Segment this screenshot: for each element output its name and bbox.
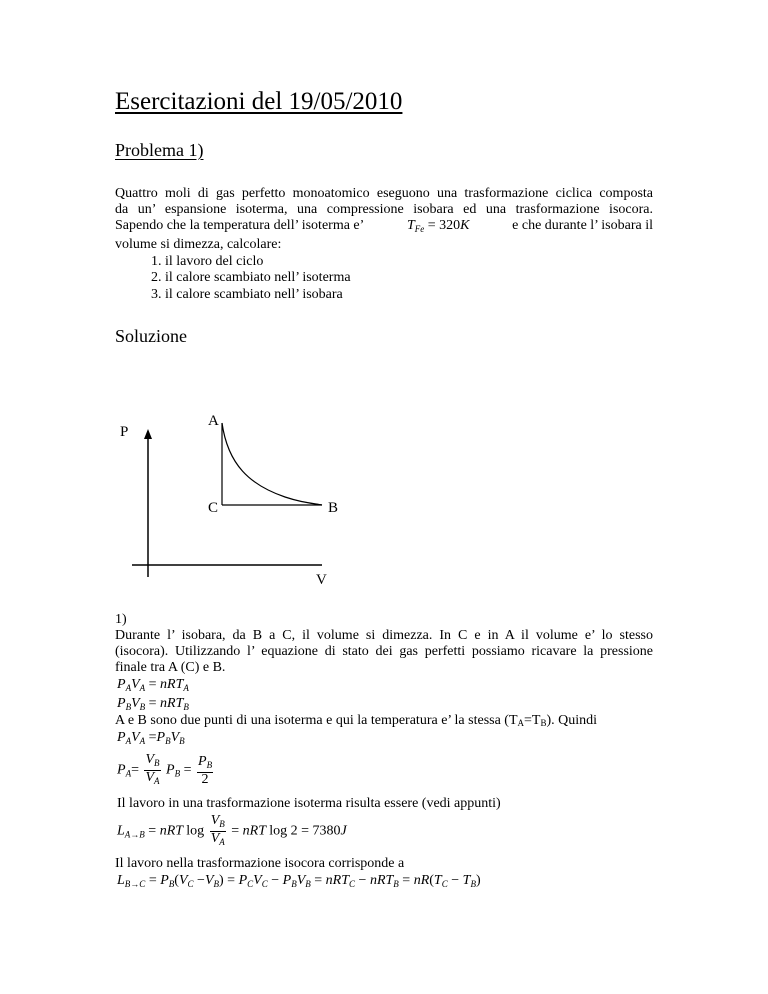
equation-state-b: $P_BV_B = nRT_B$ <box>117 696 189 712</box>
temperature-unit: K <box>460 218 470 233</box>
fraction-pb-2: $\frac{P_B}{2}$ <box>198 753 213 787</box>
fraction-vb-va: $\frac{V_B}{V_A}$ <box>145 752 160 786</box>
p-axis-label: P <box>120 424 129 440</box>
problem-line-3 <box>115 218 653 237</box>
problem-line-3-before: Sapendo che la temperatura dell’ isoterma e’ <box>115 218 365 233</box>
temperature-formula <box>407 218 470 237</box>
solution-text-4-main: A e B sono due punti di una isoterma e qui la temperatura e’ la stessa (T <box>115 713 518 728</box>
solution-text-6: Il lavoro nella trasformazione isocora corrisponde a <box>115 856 405 871</box>
problem-line-4: volume si dimezza, calcolare: <box>115 237 282 252</box>
pv-diagram <box>110 405 350 595</box>
problem-heading: Problema 1) <box>115 140 204 160</box>
point-b-label: B <box>328 500 339 516</box>
equation-pressure-a: $P_A=$ $\frac{V_B}{V_A}$ $P_B$ = $\frac{P_B}{2}$ <box>117 752 213 787</box>
solution-text-5: Il lavoro in una trasformazione isoterma risulta essere (vedi appunti) <box>117 796 501 811</box>
solution-text-4-mid: =T <box>524 713 541 728</box>
solution-text-1: Durante l’ isobara, da B a C, il volume si dimezza. In C e in A il volume e’ lo stesso <box>115 628 653 643</box>
equation-isotherm-equality: $P_AV_A =P_BV_B$ <box>117 730 185 746</box>
solution-text-3: finale tra A (C) e B. <box>115 660 226 675</box>
point-a-label: A <box>208 413 219 429</box>
solution-text-4 <box>115 713 653 731</box>
temperature-eq: = 320 <box>424 218 461 233</box>
pv-diagram-svg <box>110 405 350 595</box>
equation-work-isochore: $L_{B\to C} = P_B(V_C -V_B) = P_CV_C - P_BV_B = nRT_C - nRT_B = nR(T_C - T_B)$ <box>117 873 481 889</box>
solution-text-4-sub-b: B <box>540 718 547 728</box>
solution-text-2: (isocora). Utilizzando l’ equazione di stato dei gas perfetti possiamo ricavare la pressione <box>115 644 653 659</box>
pressure-axis-arrow-icon <box>144 429 152 439</box>
temperature-sub: Fe <box>414 224 425 234</box>
point-c-label: C <box>208 500 219 516</box>
task-item: 2. il calore scambiato nell’ isoterma <box>151 270 351 286</box>
page-title: Esercitazioni del 19/05/2010 <box>115 88 403 115</box>
equation-work-isotherm: $L_{A\to B}$ = nRT log $\frac{V_B}{V_A}$ = nRT log 2 = 7380J <box>117 813 347 847</box>
task-list <box>133 254 351 303</box>
task-item: 3. il calore scambiato nell’ isobara <box>151 286 343 302</box>
task-item: 1. il lavoro del ciclo <box>151 254 264 269</box>
equation-state-a: $P_AV_A = nRT_A$ <box>117 677 189 693</box>
isotherm-curve <box>222 423 322 505</box>
problem-line-1: Quattro moli di gas perfetto monoatomico eseguono una trasformazione ciclica composta <box>115 186 653 201</box>
temperature-var: T <box>406 218 415 233</box>
v-axis-label: V <box>316 572 327 588</box>
problem-line-3-after: e che durante l’ isobara il <box>512 218 653 233</box>
solution-text-4-end: ). Quindi <box>546 713 598 728</box>
solution-text-4-sub-a: A <box>517 718 525 728</box>
solution-heading: Soluzione <box>115 326 187 346</box>
problem-line-2: da un’ espansione isoterma, una compressione isobara ed una trasformazione isocora. <box>115 202 653 217</box>
fraction-vb-va-log: $\frac{V_B}{V_A}$ <box>210 813 225 847</box>
section-number: 1) <box>115 612 127 627</box>
